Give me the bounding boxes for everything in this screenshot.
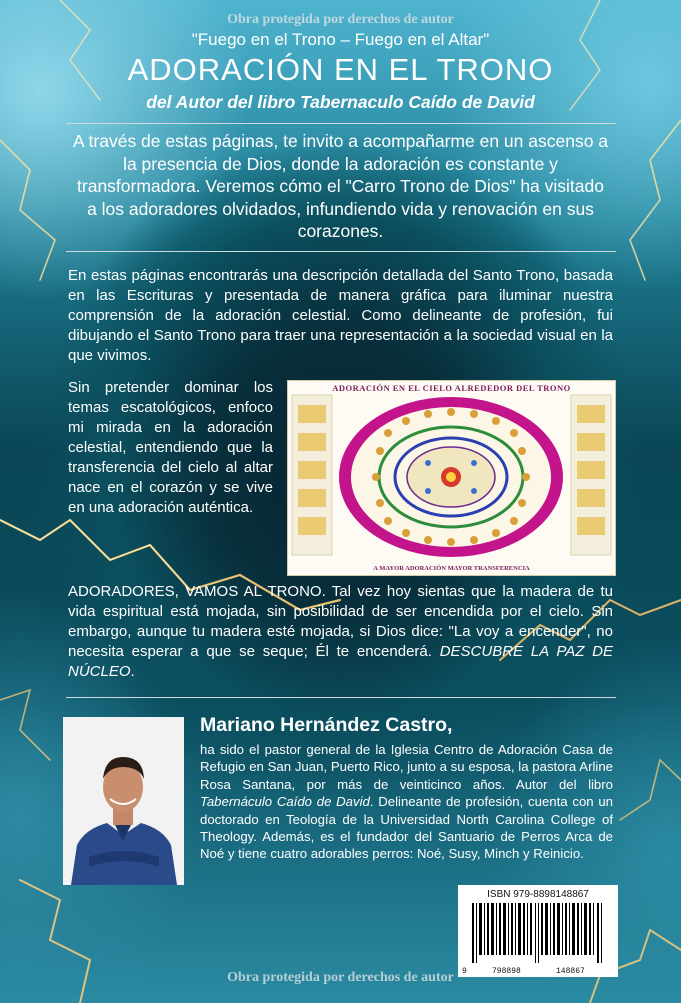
barcode-bars: [458, 885, 618, 977]
bio-book-title: Tabernáculo Caído de David: [200, 794, 370, 810]
barcode-digit-group-1: 798898: [492, 967, 521, 976]
illustration-title: ADORACIÓN EN EL CIELO ALREDEDOR DEL TRONO: [332, 383, 571, 393]
throne-illustration: [287, 380, 616, 576]
divider-bottom: [66, 697, 616, 698]
barcode-digit-group-2: 148867: [556, 967, 585, 976]
description-paragraph-1: En estas páginas encontrarás una descripción detallada del Santo Trono, basada en las Escrituras y presentada de manera gráfica para iluminar nuestra comprensión de la adoración celestial. Como delineante de profesión, fui dibujando el Santo Trono para traer una representación a la sociedad visual en la que vivimos.: [68, 267, 613, 364]
copyright-watermark-top: Obra protegida por derechos de autor: [227, 12, 454, 27]
isbn-barcode: [458, 885, 618, 977]
author-portrait: [63, 717, 184, 885]
author-name: Mariano Hernández Castro,: [200, 714, 453, 736]
description-paragraph-3: [68, 582, 613, 682]
copyright-watermark-bottom: Obra protegida por derechos de autor: [227, 970, 454, 985]
intro-paragraph: A través de estas páginas, te invito a acompañarme en un ascenso a la presencia de Dios, donde la adoración es constante y transformadora. Veremos cómo el "Carro Trono de Dios" ha visitado a los adoradores olvidados, infundiendo vida y renovación en sus corazones.: [72, 131, 609, 241]
illustration-caption: A MAYOR ADORACIÓN MAYOR TRANSFERENCIA: [373, 565, 530, 572]
divider-top: [66, 123, 616, 124]
barcode-digit-1: 9: [462, 967, 467, 976]
author-bio: [200, 741, 613, 863]
author-tagline: del Autor del libro Tabernaculo Caído de David: [146, 92, 535, 112]
book-subtitle: "Fuego en el Trono – Fuego en el Altar": [191, 30, 490, 49]
bio-text-a: ha sido el pastor general de la Iglesia Centro de Adoración Casa de Refugio en San Juan, Puerto Rico, junto a su esposa, la pastora Arline Rosa Santana, por más de veinticinco años. Autor del libro: [200, 742, 613, 792]
bio-text-b: . Delineante de profesión, cuenta con un doctorado en Teología de la Universidad North Carolina College of Theology. Además, es el fundador del Santuario de Perros Arca de Noé y tiene cuatro adorables perros: Noé, Susy, Minch y Reinicio.: [200, 794, 613, 862]
book-title: ADORACIÓN EN EL TRONO: [127, 52, 554, 87]
throne-diagram: [288, 381, 615, 575]
paragraph-3-text: ADORADORES, VAMOS AL TRONO. Tal vez hoy sientas que la madera de tu vida espiritual está mojada, sin posibilidad de ser encendida por el cielo. Sin embargo, aunque tu madera esté mojada, si Dios dice: "La voy a encender", no necesita esperar a que se seque; Él te encenderá.: [68, 583, 613, 660]
divider-middle: [66, 251, 616, 252]
author-photo: [63, 717, 184, 885]
isbn-number: ISBN 979-8898148867: [487, 889, 589, 900]
paragraph-3-closing: DESCUBRE LA PAZ DE NÚCLEO: [68, 643, 613, 680]
description-paragraph-2: Sin pretender dominar los temas escatológicos, enfoco mi mirada en la adoración celestial, entendiendo que la transferencia del cielo al altar nace en el corazón y se vive en una adoración auténtica.: [68, 379, 273, 516]
paragraph-3-end: .: [130, 663, 135, 680]
